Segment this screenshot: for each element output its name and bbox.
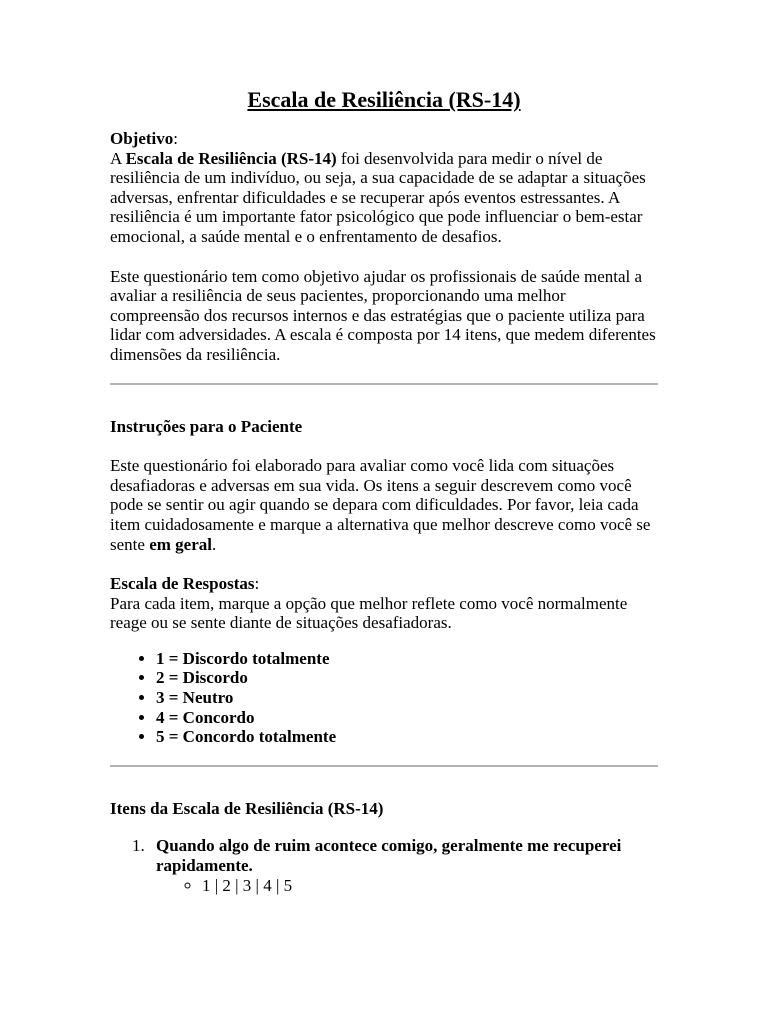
items-list [110,836,658,895]
response-option: • 5 = Concordo totalmente [156,727,658,747]
escala-label: Escala de Respostas [110,574,255,594]
itens-heading-text: Itens da Escala de Resiliência (RS-14) [110,798,384,818]
document-title: Escala de Resiliência (RS-14) [247,87,521,112]
divider-1 [110,383,658,385]
instrucoes-period: . [211,534,217,554]
objetivo-paragraph-2: Este questionário tem como objetivo ajudar os profissionais de saúde mental a avaliar a resiliência de seus pacientes, proporcionando uma melhor compreensão dos recursos internos e das estratégias que o paciente utiliza para lidar com adversidades. A escala é composta por 14 itens, que medem diferentes dimensões da resiliência. [110,266,656,364]
objetivo-p1-rest: foi desenvolvida para medir o nível de resiliência de um indivíduo, ou seja, a sua capacidade de se adaptar a situações adversas, enfrentar dificuldades e se recuperar após eventos estressantes. A resiliência é um importante fator psicológico que pode influenciar o bem-estar emocional, a saúde mental e o enfrentamento de desafios. [110,148,646,246]
item-question: Quando algo de ruim acontece comigo, geralmente me recuperei rapidamente. [156,836,622,876]
objetivo-p1-start: A [110,148,126,168]
item-number: 1. [132,836,145,856]
item-scale-options: ◦ 1 | 2 | 3 | 4 | 5 [202,876,658,896]
instrucoes-text: Este questionário foi elaborado para avaliar como você lida com situações desafiadoras e adversas em sua vida. Os itens a seguir descrevem como você pode se sentir ou agir quando se depara com dificuldades. Por favor, leia cada item cuidadosamente e marque a alternativa que melhor descreve como você se sente [110,456,651,554]
instrucoes-heading [110,417,658,437]
itens-heading [110,799,658,819]
objetivo-label: Objetivo [110,129,174,148]
response-option: • 3 = Neutro [156,688,658,708]
escala-colon: : [254,574,260,594]
escala-text: Para cada item, marque a opção que melhor reflete como você normalmente reage ou se sente diante de situações desafiadoras. [110,593,628,633]
item-scale-list [156,876,658,896]
objetivo-colon: : [173,129,179,148]
objetivo-paragraph-1 [110,149,658,247]
objetivo-p1-bold: Escala de Resiliência (RS-14) [125,148,337,168]
response-option: • 2 = Discordo [156,668,658,688]
response-options-list [110,649,658,747]
instrucoes-paragraph [110,456,658,554]
response-option: • 1 = Discordo totalmente [156,649,658,669]
instrucoes-heading-text: Instruções para o Paciente [110,416,303,436]
instrucoes-bold: em geral [149,534,212,554]
response-option: • 4 = Concordo [156,708,658,728]
objetivo-label-line [110,129,658,149]
divider-2 [110,765,658,767]
escala-label-line [110,574,658,594]
list-item [132,836,658,895]
document-content [110,87,658,895]
